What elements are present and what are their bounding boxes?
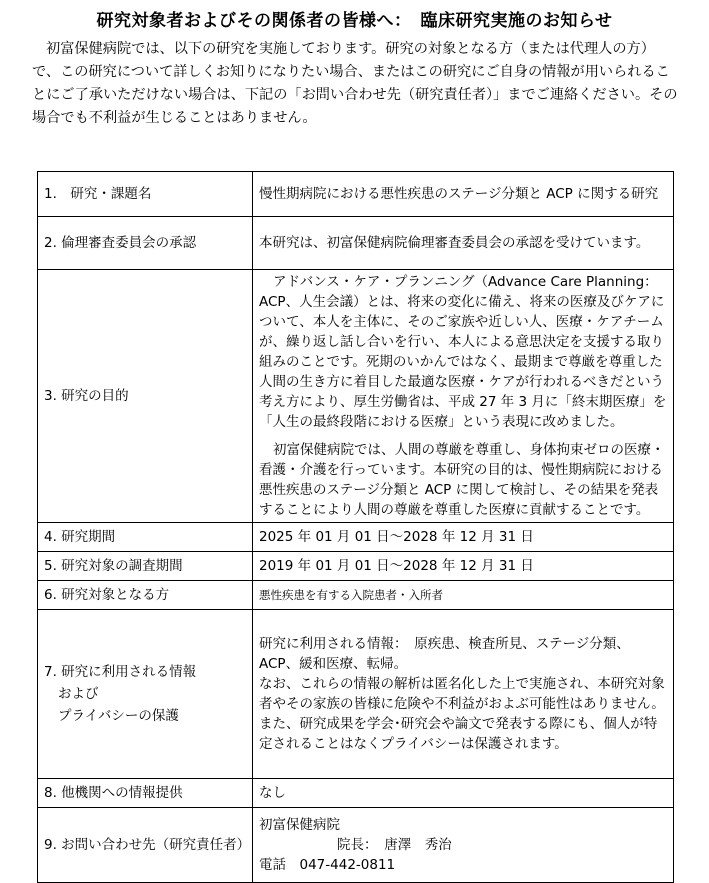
label-purpose: 3. 研究の目的	[38, 270, 253, 523]
label-other-institutions: 8. 他機関への情報提供	[38, 779, 253, 808]
table-row-survey-period	[38, 552, 674, 581]
contact-director: 院長： 唐澤 秀治	[337, 837, 452, 853]
label-privacy-line2: および	[58, 686, 99, 702]
page-title: 研究対象者およびその関係者の皆様へ： 臨床研究実施のお知らせ	[96, 11, 613, 31]
value-target: 悪性疾患を有する入院患者・入所者	[253, 581, 674, 610]
value-ethics: 本研究は、初富保健病院倫理審査委員会の承認を受けています。	[253, 217, 674, 270]
value-purpose	[253, 270, 674, 523]
label-privacy-line3: プライバシーの保護	[58, 708, 179, 724]
value-contact	[253, 808, 674, 883]
label-period: 4. 研究期間	[38, 523, 253, 552]
intro-paragraph	[32, 38, 682, 130]
value-survey-period: 2019 年 01 月 01 日～2028 年 12 月 31 日	[253, 552, 674, 581]
label-ethics: 2. 倫理審査委員会の承認	[38, 217, 253, 270]
table-row-other-institutions	[38, 779, 674, 808]
value-privacy	[253, 610, 674, 779]
contact-phone: 電話 047-442-0811	[259, 857, 396, 873]
value-other-institutions: なし	[253, 779, 674, 808]
label-contact: 9. お問い合わせ先（研究責任者）	[38, 808, 253, 883]
table-row-period	[38, 523, 674, 552]
table-row-purpose	[38, 270, 674, 523]
contact-hospital: 初富保健病院	[259, 817, 340, 833]
table-row-privacy	[38, 610, 674, 779]
label-target: 6. 研究対象となる方	[38, 581, 253, 610]
study-info-table	[37, 171, 674, 883]
label-privacy-line1: 7. 研究に利用される情報	[44, 664, 197, 680]
label-privacy	[38, 610, 253, 779]
intro-text: 初富保健病院では、以下の研究を実施しております。研究の対象となる方（または代理人の方）で、この研究について詳しくお知りになりたい場合、またはこの研究にご自身の情報が用いられることにご了承いただけない場合は、下記の「お問い合わせ先（研究責任者）」までご連絡ください。その場合でも不利益が生じることはありません。	[32, 41, 678, 126]
privacy-protection-text: なお、これらの情報の解析は匿名化した上で実施され、本研究対象者やその家族の皆様に危険や不利益がおよぶ可能性はありません。また、研究成果を学会･研究会や論文で発表する際にも、個人が特定されることはなくプライバシーは保護されます。	[259, 676, 665, 752]
label-survey-period: 5. 研究対象の調査期間	[38, 552, 253, 581]
purpose-paragraph-2: 初富保健病院では、人間の尊厳を尊重し、身体拘束ゼロの医療・看護・介護を行っています。本研究の目的は、慢性期病院における悪性疾患のステージ分類と ACP に関して検討し、その結果を発表することにより人間の尊厳を尊重した医療に貢献することです。	[259, 442, 665, 518]
value-period: 2025 年 01 月 01 日～2028 年 12 月 31 日	[253, 523, 674, 552]
privacy-info-used: 研究に利用される情報： 原疾患、検査所見、ステージ分類、ACP、緩和医療、転帰。	[259, 636, 630, 672]
label-study-title: 1. 研究・課題名	[38, 172, 253, 217]
purpose-paragraph-1: アドバンス・ケア・プランニング（Advance Care Planning：ACP、人生会議）とは、将来の変化に備え、将来の医療及びケアについて、本人を主体に、そのご家族や近しい人、医療・ケアチームが、繰り返し話し合いを行い、本人による意思決定を支援する取り組みのことです。死期のいかんではなく、最期まで尊厳を尊重した人間の生き方に着目した最適な医療・ケアが行われるべきだという考え方により、厚生労働省は、平成 27 年 3 月に「終末期医療」を「人生の最終段階における医療」という表現に改めました。	[259, 274, 667, 430]
table-row-target	[38, 581, 674, 610]
value-study-title: 慢性期病院における悪性疾患のステージ分類と ACP に関する研究	[253, 172, 674, 217]
table-row-title	[38, 172, 674, 217]
table-row-ethics	[38, 217, 674, 270]
table-row-contact	[38, 808, 674, 883]
